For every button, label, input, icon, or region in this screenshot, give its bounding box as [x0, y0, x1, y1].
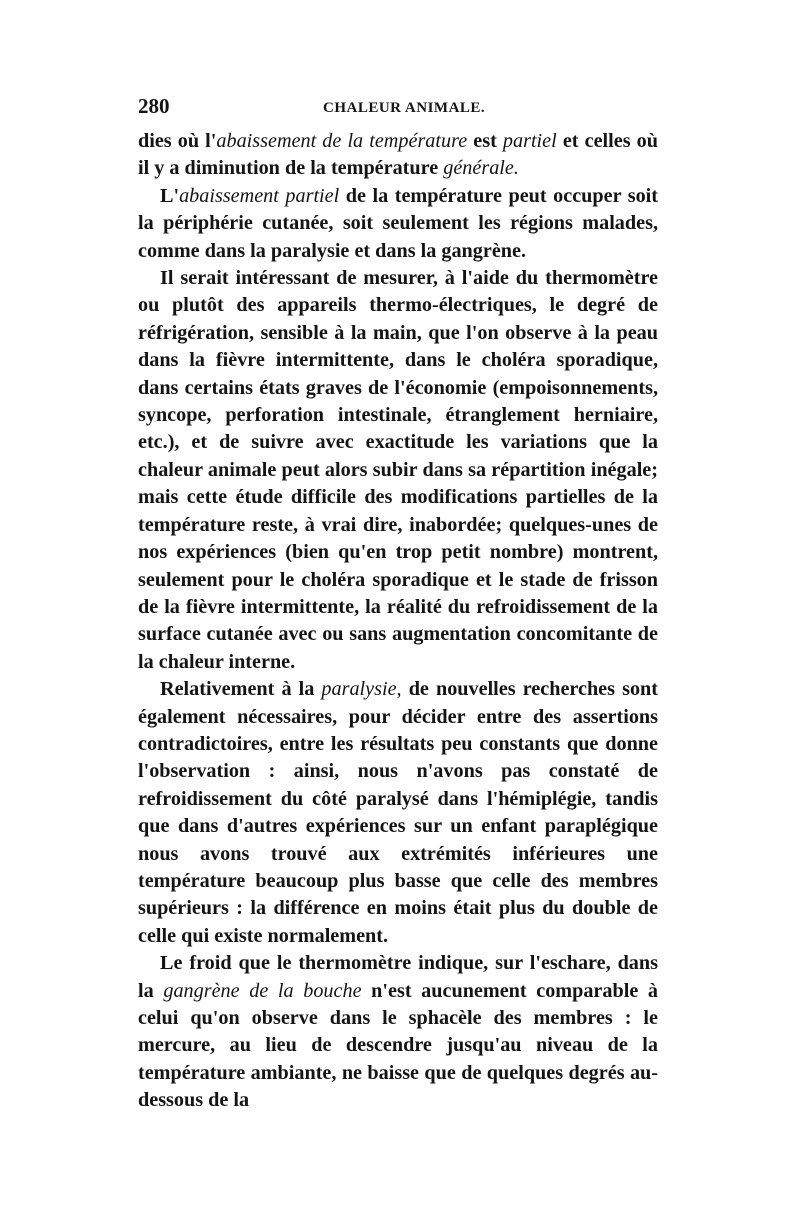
italic-phrase: paralysie, — [321, 678, 402, 701]
book-page — [138, 94, 658, 1115]
body-text — [138, 128, 658, 1115]
page-number: 280 — [138, 94, 170, 118]
italic-phrase: gangrène de la bouche — [163, 979, 362, 1002]
running-head — [138, 94, 658, 124]
paragraph-1: dies où l'abaissement de la température est partiel et celles où il y a diminution de la température générale. — [138, 130, 658, 180]
paragraph-4: Relativement à la paralysie, de nouvelles recherches sont également nécessaires, pour décider entre des assertions contradictoires, entre les résultats peu constants que donne l'observation : ainsi, nous n'avons pas constaté de refroidissement du côté paralysé dans l'hémiplégie, tandis que dans d'autres expériences sur un enfant paraplégique nous avons trouvé aux extrémités inférieures une température beaucoup plus basse que celle des membres supérieurs : la différence en moins était plus du double de celle qui existe normalement. — [138, 678, 658, 947]
paragraph-5: Le froid que le thermomètre indique, sur l'eschare, dans la gangrène de la bouche n'est aucunement comparable à celui qu'on observe dans le sphacèle des membres : le mercure, au lieu de descendre jusqu'au niveau de la température ambiante, ne baisse que de quelques degrés au-dessous de la — [138, 952, 659, 1112]
italic-phrase: générale. — [443, 157, 519, 180]
paragraph-3: Il serait intéressant de mesurer, à l'aide du thermomètre ou plutôt des appareils thermo-électriques, le degré de réfrigération, sensible à la main, que l'on observe à la peau dans la fièvre intermittente, dans le choléra sporadique, dans certains états graves de l'économie (empoisonnements, syncope, perforation intestinale, étranglement herniaire, etc.), et de suivre avec exactitude les variations que la chaleur animale peut alors subir dans sa répartition inégale; mais cette étude difficile des modifications partielles de la température reste, à vrai dire, inabordée; quelques-unes de nos expériences (bien qu'en trop petit nombre) montrent, seulement pour le choléra sporadique et le stade de frisson de la fièvre intermittente, la réalité du refroidissement de la surface cutanée avec ou sans augmentation concomitante de la chaleur interne. — [138, 267, 658, 673]
running-title: CHALEUR ANIMALE. — [323, 100, 486, 116]
italic-phrase: abaissement de la température — [216, 130, 468, 152]
italic-phrase: partiel — [502, 130, 557, 152]
paragraph-2: L'abaissement partiel de la température peut occuper soit la périphérie cutanée, soit seulement les régions malades, comme dans la paralysie et dans la gangrène. — [138, 184, 658, 262]
italic-phrase: abaissement partiel — [179, 184, 340, 207]
